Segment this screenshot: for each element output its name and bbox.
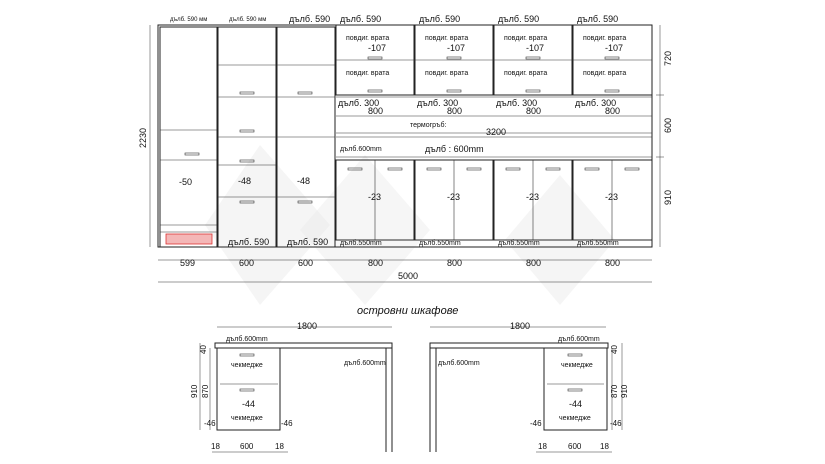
island-depth-side: дълб.600mm [344,360,386,367]
base-value: -23 [605,192,619,202]
island-width: 1800 [297,321,318,331]
height-body: 870 [610,384,619,398]
tall-value: -48 [238,176,252,186]
bottom-width: 600 [239,258,255,268]
upper-door-label: повдиг. врата [346,35,390,42]
right-height: 910 [663,189,673,205]
offset: -46 [204,419,216,428]
thermo-width: 3200 [486,127,507,137]
offset: -46 [281,419,293,428]
top-thickness: 40 [610,345,619,354]
right-height: 600 [663,117,673,133]
tall-value: -50 [179,177,193,187]
bottom-dim: 600 [568,442,582,451]
bottom-width: 599 [180,258,196,268]
depth-600-big: дълб : 600mm [425,144,484,154]
island-depth-top: дълб.600mm [558,336,600,343]
island-width: 1800 [510,321,531,331]
depth-label: дълб. 590 [419,14,461,24]
mid-depth: дълб. 300 [496,98,538,108]
depth-label: дълб. 590 [577,14,619,24]
bottom-depth: дълб.550mm [419,240,461,247]
bottom-width: 800 [447,258,463,268]
bottom-width: 800 [368,258,384,268]
drawer-label: чекмедже [231,362,263,369]
offset: -46 [610,419,622,428]
depth-600mm: дълб.600mm [340,146,382,153]
bottom-width: 800 [605,258,621,268]
drawer-value: -44 [569,399,583,409]
island-right [430,321,629,452]
offset: -46 [530,419,542,428]
height-total: 910 [620,384,629,398]
drawer-label: чекмедже [559,415,591,422]
upper-door-label: повдиг. врата [583,70,627,77]
mid-width: 800 [605,106,621,116]
upper-door-value: -107 [368,43,387,53]
depth-label: дълб. 590 мм [229,17,267,23]
bottom-dim: 18 [211,442,220,451]
upper-door-value: -107 [605,43,624,53]
bottom-depth: дълб.550mm [340,240,382,247]
bottom-dim: 18 [275,442,284,451]
upper-door-value: -107 [447,43,466,53]
upper-door-label: повдиг. врата [425,35,469,42]
base-value: -23 [526,192,540,202]
upper-door-label: повдиг. врата [504,35,548,42]
bottom-depth: дълб. 590 [287,237,329,247]
height-total: 910 [190,384,199,398]
island-left [190,321,392,452]
right-height: 720 [663,50,673,66]
bottom-depth: дълб. 590 [228,237,270,247]
height-body: 870 [201,384,210,398]
island-depth-side: дълб.600mm [438,360,480,367]
total-width: 5000 [398,271,419,281]
watermark [205,145,615,305]
mid-depth: дълб. 300 [338,98,380,108]
bottom-depth: дълб.550mm [577,240,619,247]
depth-label: дълб. 590 [340,14,382,24]
upper-door-label: повдиг. врата [504,70,548,77]
upper-door-value: -107 [526,43,545,53]
mid-width: 800 [526,106,542,116]
bottom-dim: 600 [240,442,254,451]
island-depth-top: дълб.600mm [226,336,268,343]
tall-value: -48 [297,176,311,186]
base-value: -23 [368,192,382,202]
upper-door-label: повдиг. врата [425,70,469,77]
mid-depth: дълб. 300 [575,98,617,108]
upper-door-label: повдиг. врата [583,35,627,42]
drawer-value: -44 [242,399,256,409]
drawer-label: чекмедже [561,362,593,369]
mid-width: 800 [447,106,463,116]
upper-door-label: повдиг. врата [346,70,390,77]
island-title: островни шкафове [357,305,459,317]
thermo-label: термогръб: [410,122,447,129]
bottom-width: 800 [526,258,542,268]
mid-depth: дълб. 300 [417,98,459,108]
mid-width: 800 [368,106,384,116]
drawer-label: чекмедже [231,415,263,422]
depth-label: дълб. 590 [289,14,331,24]
bottom-dim: 18 [538,442,547,451]
total-height: 2230 [138,127,148,148]
base-value: -23 [447,192,461,202]
bottom-dim: 18 [600,442,609,451]
depth-label: дълб. 590 [498,14,540,24]
bottom-depth: дълб.550mm [498,240,540,247]
top-thickness: 40 [199,345,208,354]
bottom-width: 600 [298,258,314,268]
depth-label: дълб. 590 мм [170,17,208,23]
